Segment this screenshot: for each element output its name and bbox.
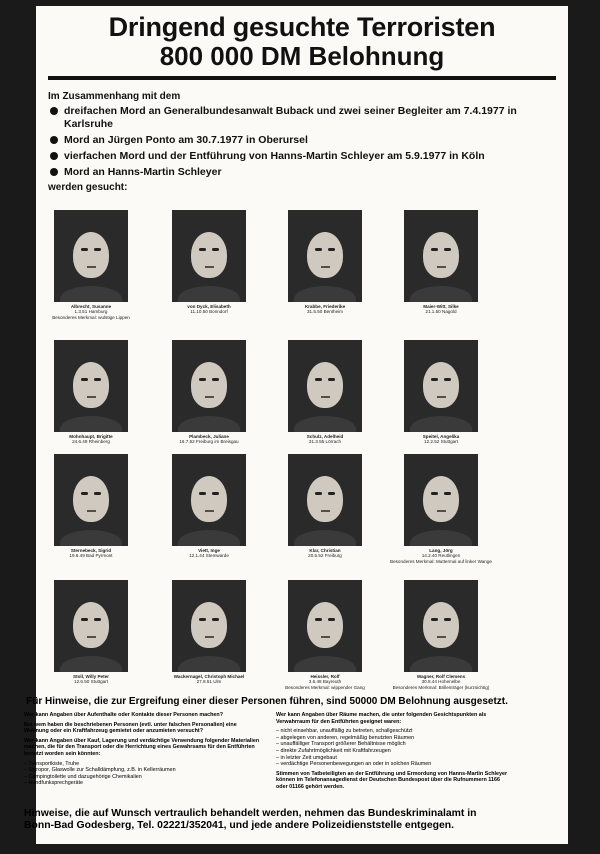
suspect-card [154,580,264,685]
suspect-card [36,340,146,445]
suspect-caption [36,674,146,685]
contact-footer [24,808,512,832]
suspect-card [154,340,264,445]
materials-list [24,761,260,787]
list-item: – Handfunksprechgeräte [24,780,84,787]
suspect-name: Schulz, Adelheid [306,434,344,439]
suspect-caption [386,304,496,315]
left-info-column [24,712,260,790]
suspect-photo [172,340,246,432]
suspect-card [154,454,264,559]
suspect-name: Wackernagel, Christoph Michael [173,674,245,679]
suspect-caption [270,304,380,315]
suspect-caption [36,304,146,320]
crime-item: Mord an Jürgen Ponto am 30.7.1977 in Oberursel [48,134,556,147]
suspect-caption [270,434,380,445]
poster-title: Dringend gesuchte Terroristen [108,12,496,42]
phone-note: Stimmen von Tatbeteiligten an der Entführung und Ermordung von Hanns-Martin Schleyer können im Telefonansagedienst der Deutschen Bundespost über die Rufnummern 1166 oder 01166 gehört werden. [276,770,508,790]
question-materials: Wer kann Angaben über Kauf, Lagerung und verdächtige Verwendung folgender Materialien machen, die für den Transport oder die Herrichtung eines Gewahrsams für den Entführten benutzt worden sein könnten: [24,737,260,757]
suspect-caption [270,674,380,690]
suspect-caption [386,674,496,690]
suspect-birth: 21.1.50 Nagold [425,309,457,315]
bullet-icon [50,136,58,144]
reward-notice: Für Hinweise, die zur Ergreifung einer dieser Personen führen, sind 50000 DM Belohnung ausgesetzt. [26,696,508,707]
suspect-card [36,454,146,559]
suspect-card [386,454,496,564]
suspect-name: Krabbe, Friederike [304,304,346,309]
suspect-birth: 16.7.52 Freiburg im Breisgau [179,439,239,445]
suspect-caption [386,548,496,564]
suspect-feature: Besonderes Merkmal: wulstige Lippen [52,314,130,320]
bullet-icon [50,107,58,115]
reward-headline: 800 000 DM Belohnung [159,41,445,71]
list-item: – in letzter Zeit umgebaut [276,754,337,761]
suspect-name: Sternebeck, Sigrid [70,548,112,553]
suspect-name: Albrecht, Susanne [70,304,112,309]
crime-item: Mord an Hanns-Martin Schleyer [48,166,556,179]
crime-item: dreifachen Mord an Generalbundesanwalt Buback und zwei seiner Begleiter am 7.4.1977 in Karlsruhe [48,105,556,131]
suspect-birth: 12.1.44 Stemwarde [189,553,229,559]
suspect-birth: 31.5.50 Bentheim [306,309,343,315]
suspect-birth: 12.6.50 Stuttgart [74,679,108,685]
suspect-caption [154,434,264,445]
suspect-photo [54,580,128,672]
suspect-name: Speitel, Angelika [422,434,460,439]
suspect-birth: 27.8.51 Ulm [196,679,222,685]
suspect-name: Viett, Inge [198,548,220,553]
suspect-caption [154,304,264,315]
suspect-card [386,580,496,690]
suspect-card [270,580,380,690]
crime-item: vierfachen Mord und der Entführung von Hanns-Martin Schleyer am 5.9.1977 in Köln [48,150,556,163]
suspect-name: Plambeck, Juliane [189,434,229,439]
suspect-caption [386,434,496,445]
question-rooms: Wer kann Angaben über Räume machen, die unter folgenden Gesichtspunkten als Verwahrraum für den Entführten geeignet waren: [276,712,487,725]
suspect-birth: 14.2.40 Reutlingen [421,553,461,559]
bullet-icon [50,168,58,176]
suspect-card [386,340,496,445]
suspect-card [36,580,146,685]
list-item: – Campingtoilette und dazugehörige Chemikalien [24,773,142,780]
list-item: – unauffälliger Transport größerer Behältnisse möglich [276,741,406,748]
suspect-birth: 24.6.49 Rheinberg [72,439,110,445]
suspect-birth: 30.8.44 Hohenelbe [421,679,461,685]
suspect-name: Maier-Witt, Silke [423,304,459,309]
suspect-photo [288,454,362,546]
suspect-photo [54,340,128,432]
suspect-photo [404,340,478,432]
suspect-caption [36,548,146,559]
suspect-card [154,210,264,315]
suspect-caption [36,434,146,445]
suspect-birth: 3.6.48 Bayreuth [308,679,342,685]
suspect-caption [270,548,380,559]
suspect-feature: Besonderes Merkmal: Muttermal auf linker Wange [390,558,492,564]
suspect-photo [404,454,478,546]
suspect-photo [172,580,246,672]
suspect-name: Mohnhaupt, Brigitte [69,434,113,439]
list-item: – nicht einsehbar, unauffällig zu betreten, schallgeschützt [276,728,413,735]
list-item: – Styropor, Glaswolle zur Schalldämpfung, z.B. in Kellerräumen [24,767,176,774]
list-item: – abgelegen von anderen, regelmäßig benutzten Räumen [276,734,415,741]
list-item: – direkte Zufahrtmöglichkeit mit Kraftfahrzeugen [276,747,391,754]
wanted-label: werden gesucht: [48,182,128,193]
suspect-photo [172,210,246,302]
suspect-name: Klar, Christian [309,548,341,553]
suspect-birth: 31.3.55 Lörrach [308,439,342,445]
suspect-name: Lang, Jörg [429,548,453,553]
suspect-card [36,210,146,320]
right-info-column [276,712,512,794]
footer-line: Bonn-Bad Godesberg, Tel. 02221/352041, und jede andere Polizeidienststelle entgegen. [24,820,454,831]
suspect-birth: 12.2.52 Stuttgart [424,439,458,445]
question-rentals: Bei wem haben die beschriebenen Personen (evtl. unter falschen Personalien) eine Wohnung oder ein Kraftfahrzeug gemietet oder anzumieten versucht? [24,721,237,735]
suspect-card [270,210,380,315]
suspect-name: von Dyck, Elisabeth [187,304,231,309]
suspect-photo [404,580,478,672]
suspect-photo [288,580,362,672]
list-item: – verdächtige Personenbewegungen an oder in solchen Räumen [276,761,432,768]
suspect-card [270,454,380,559]
suspect-card [386,210,496,315]
suspect-caption [154,548,264,559]
suspect-name: Stoll, Willy Peter [73,674,109,679]
suspect-photo [54,210,128,302]
suspect-birth: 20.5.52 Freiburg [308,553,342,559]
suspect-photo [404,210,478,302]
suspect-photo [288,340,362,432]
intro-text: Im Zusammenhang mit dem [48,91,181,102]
suspect-feature: Besonderes Merkmal: wippender Gang [285,684,365,690]
title-divider [48,76,556,80]
rooms-list [276,728,512,768]
suspect-caption [154,674,264,685]
suspect-birth: 11.10.50 Bonndorf [190,309,228,315]
footer-line: Hinweise, die auf Wunsch vertraulich behandelt werden, nehmen das Bundeskriminalamt in [24,808,477,819]
suspect-name: Wagner, Rolf Clemens [416,674,466,679]
suspect-name: Heissler, Rolf [310,674,340,679]
crime-list [48,105,556,179]
suspect-feature: Besonderes Merkmal: Brillenträger (kurzsichtig) [392,684,490,690]
suspect-birth: 1.3.51 Hamburg [74,309,108,315]
suspect-photo [54,454,128,546]
list-item: – Transportkiste, Truhe [24,760,80,767]
bullet-icon [50,152,58,160]
suspect-photo [288,210,362,302]
suspect-birth: 19.6.49 Bad Pyrmont [69,553,113,559]
question-contacts: Wer kann Angaben über Aufenthalte oder Kontakte dieser Personen machen? [24,712,223,718]
suspect-card [270,340,380,445]
suspect-photo [172,454,246,546]
